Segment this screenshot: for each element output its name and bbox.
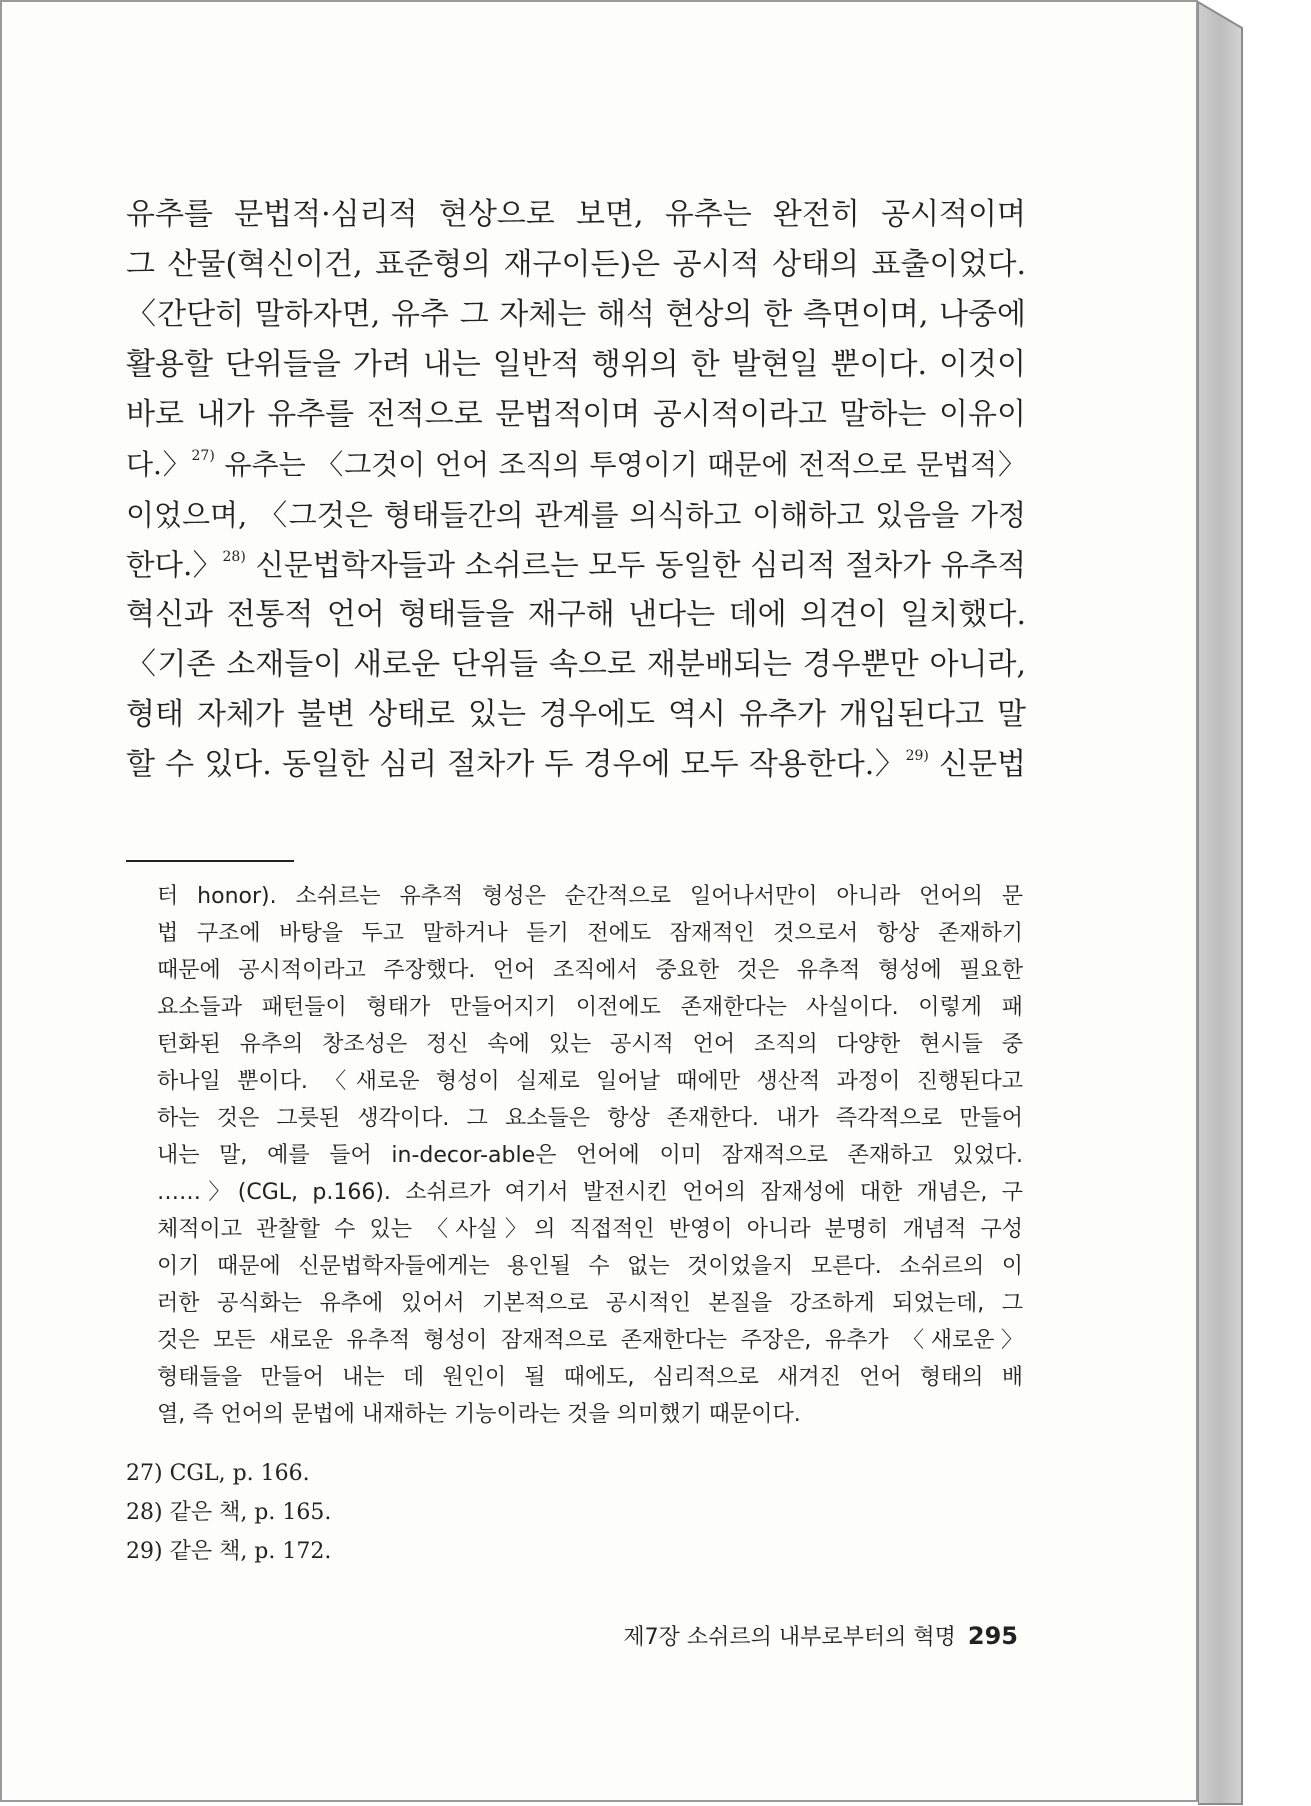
footnote-line-8: 내는 말, 예를 들어 in-decor-able은 언어에 이미 잠재적으로 존재하고 있었다. (157, 1143, 1023, 1168)
footnote-line-2: 법 구조에 바탕을 두고 말하거나 듣기 전에도 잠재적인 것으로서 항상 존재하기 (157, 921, 1023, 946)
footnote-line-15: 열, 즉 언어의 문법에 내재하는 기능이라는 것을 의미했기 때문이다. (157, 1402, 801, 1427)
footnote-line-6: 하나일 뿐이다. 〈새로운 형성이 실제로 일어날 때에만 생산적 과정이 진행된다고 (157, 1069, 1023, 1094)
page-edge-shadow (1198, 0, 1248, 1806)
footnote-line-14: 형태들을 만들어 내는 데 원인이 될 때에도, 심리적으로 새겨진 언어 형태의 배 (157, 1365, 1023, 1390)
footnote-continuation (157, 878, 1023, 1433)
body-line-2: 그 산물(혁신이건, 표준형의 재구이든)은 공시적 상태의 표출이었다. (126, 247, 1026, 282)
footnote-line-5: 턴화된 유추의 창조성은 정신 속에 있는 공시적 언어 조직의 다양한 현시들 중 (157, 1032, 1023, 1057)
body-line-1: 유추를 문법적·심리적 현상으로 보면, 유추는 완전히 공시적이며 (126, 197, 1026, 232)
footnote-line-7: 하는 것은 그릇된 생각이다. 그 요소들은 항상 존재한다. 내가 즉각적으로 만들어 (157, 1106, 1023, 1131)
footnote-ref-29: 29) (905, 748, 929, 764)
footnote-line-4: 요소들과 패턴들이 형태가 만들어지기 이전에도 존재한다는 사실이다. 이렇게 패 (157, 995, 1023, 1020)
body-line-12-end: 신문법 (928, 747, 1026, 782)
body-line-7: 이었으며, 〈그것은 형태들간의 관계를 의식하고 이해하고 있음을 가정 (126, 498, 1026, 532)
body-line-10: 〈기존 소재들이 새로운 단위들 속으로 재분배되는 경우뿐만 아니라, (126, 647, 1026, 682)
page-edge-graphic (1198, 0, 1248, 1806)
footnote-29: 29) 같은 책, p. 172. (126, 1539, 332, 1564)
page-footer (623, 1620, 1018, 1651)
footnote-line-13: 것은 모든 새로운 유추적 형성이 잠재적으로 존재한다는 주장은, 유추가 〈새로운〉 (157, 1328, 1023, 1353)
body-line-8-start: 한다.〉 (126, 548, 223, 582)
footnote-line-1: 터 honor). 소쉬르는 유추적 형성은 순간적으로 일어나서만이 아니라 언어의 문 (157, 884, 1023, 909)
body-line-8-end: 신문법학자들과 소쉬르는 모두 동일한 심리적 절차가 유추적 (245, 548, 1026, 582)
footnote-ref-27: 27) (191, 448, 215, 464)
footnote-separator (126, 860, 294, 862)
footnote-line-11: 이기 때문에 신문법학자들에게는 용인될 수 없는 것이었을지 모른다. 소쉬르의 이 (157, 1254, 1023, 1279)
body-line-6-end: 유추는 〈그것이 언어 조직의 투영이기 때문에 전적으로 문법적〉 (214, 448, 1027, 481)
body-line-4: 활용할 단위들을 가려 내는 일반적 행위의 한 발현일 뿐이다. 이것이 (126, 347, 1026, 382)
footnote-references (126, 1454, 526, 1571)
footnote-line-9: ……〉(CGL, p.166). 소쉬르가 여기서 발전시킨 언어의 잠재성에 대한 개념은, 구 (157, 1180, 1023, 1205)
body-line-12-start: 할 수 있다. 동일한 심리 절차가 두 경우에 모두 작용한다.〉 (126, 747, 906, 782)
body-line-5: 바로 내가 유추를 전적으로 문법적이며 공시적이라고 말하는 이유이 (126, 397, 1026, 432)
main-body-text (126, 190, 1026, 790)
page-number: 295 (967, 1622, 1018, 1650)
body-line-11: 형태 자체가 불변 상태로 있는 경우에도 역시 유추가 개입된다고 말 (126, 697, 1026, 732)
body-line-6-start: 다.〉 (126, 448, 192, 481)
footnote-ref-28: 28) (222, 549, 246, 565)
body-line-6 (126, 440, 1026, 490)
footnote-27: 27) CGL, p. 166. (126, 1461, 310, 1486)
footnote-line-3: 때문에 공시적이라고 주장했다. 언어 조직에서 중요한 것은 유추적 형성에 필요한 (157, 958, 1023, 983)
body-line-8 (126, 540, 1026, 590)
body-line-3: 〈간단히 말하자면, 유추 그 자체는 해석 현상의 한 측면이며, 나중에 (126, 297, 1026, 332)
body-line-9: 혁신과 전통적 언어 형태들을 재구해 낸다는 데에 의견이 일치했다. (126, 597, 1026, 632)
footnote-line-12: 러한 공식화는 유추에 있어서 기본적으로 공시적인 본질을 강조하게 되었는데, 그 (157, 1291, 1023, 1316)
running-head: 제7장 소쉬르의 내부로부터의 혁명 (623, 1625, 956, 1650)
footnote-28: 28) 같은 책, p. 165. (126, 1500, 332, 1525)
body-line-12 (126, 740, 1026, 790)
footnote-line-10: 체적이고 관찰할 수 있는 〈사실〉의 직접적인 반영이 아니라 분명히 개념적 구성 (157, 1217, 1023, 1242)
